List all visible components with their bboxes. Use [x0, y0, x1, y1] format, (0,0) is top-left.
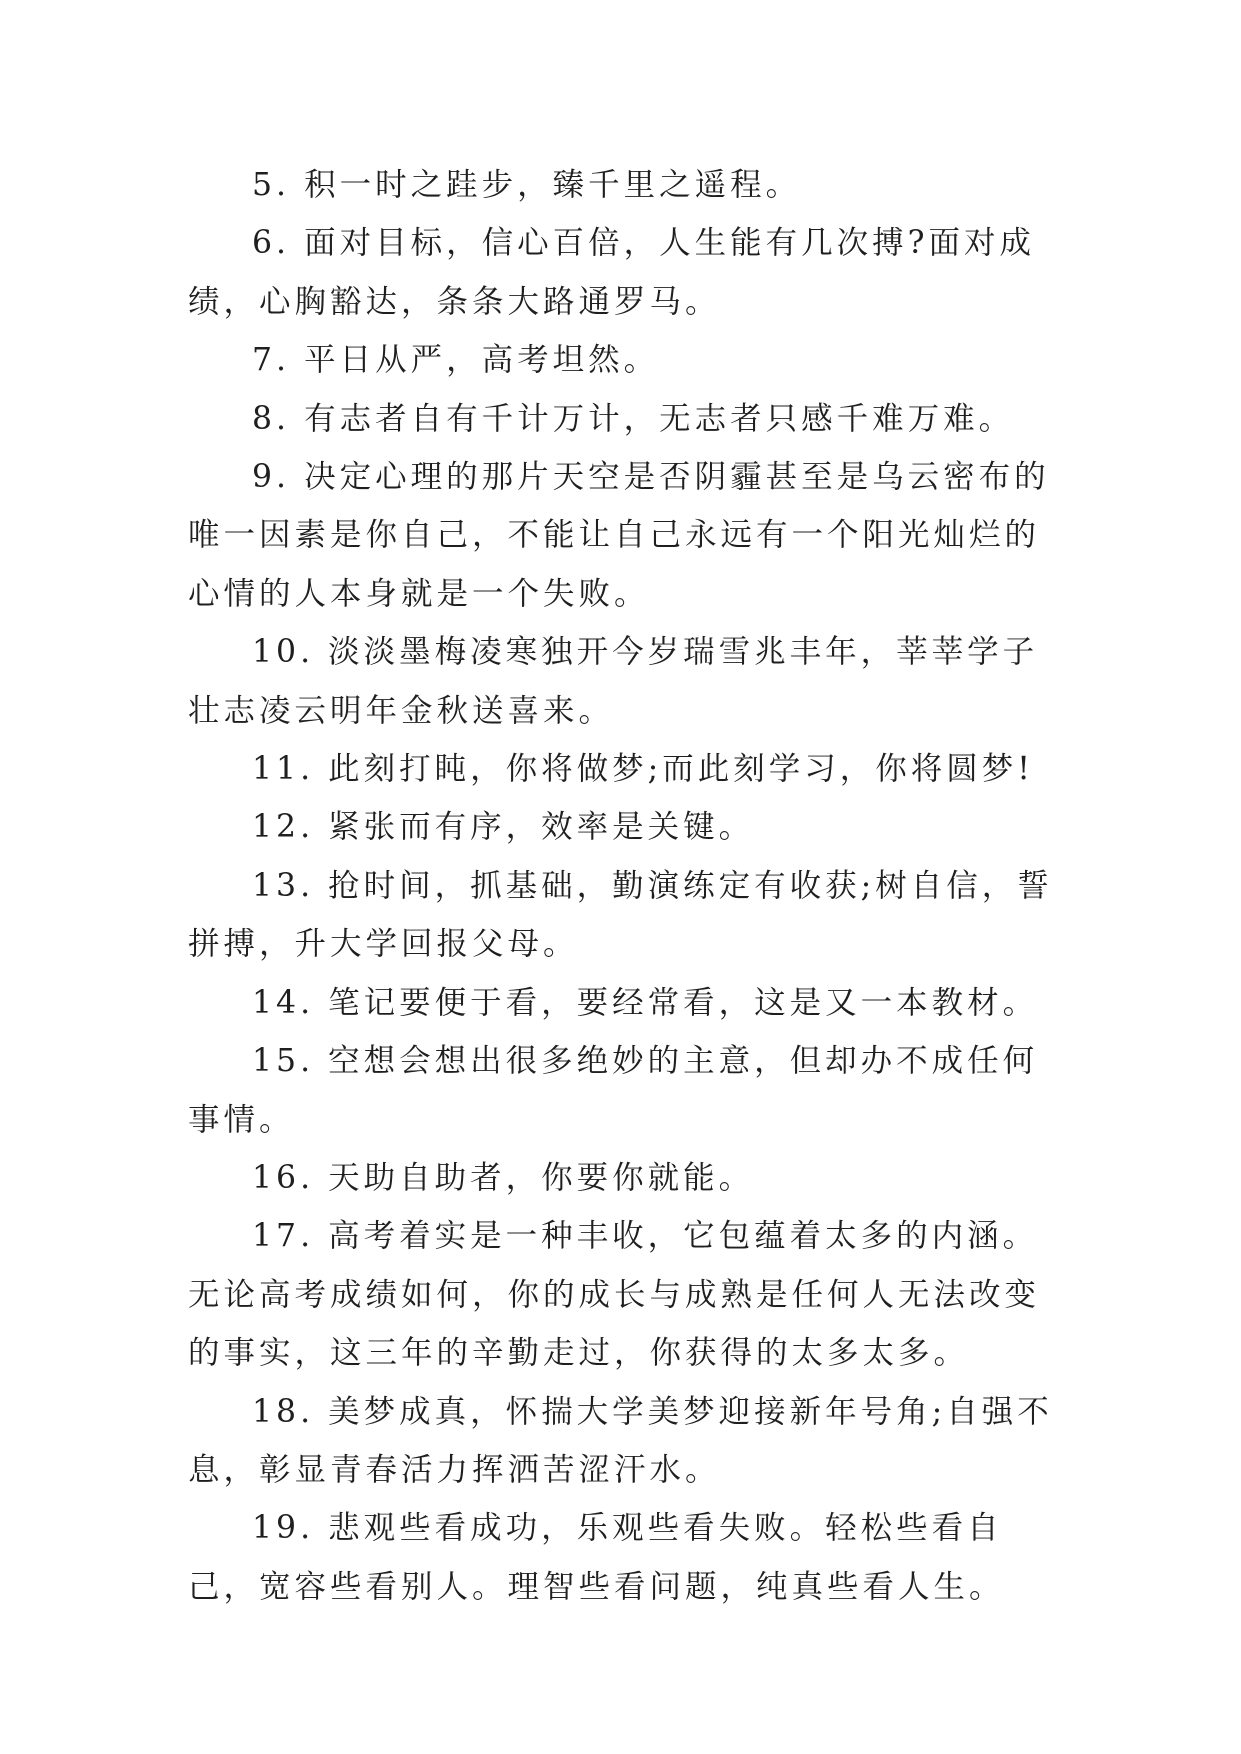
paragraph-8: 8. 有志者自有千计万计，无志者只感千难万难。 — [252, 400, 1015, 437]
paragraph-11: 11. 此刻打盹，你将做梦;而此刻学习，你将圆梦! — [252, 751, 1034, 788]
paragraph-14: 14. 笔记要便于看，要经常看，这是又一本教材。 — [252, 984, 1039, 1021]
paragraph-6: 6. 面对目标，信心百倍，人生能有几次搏?面对成绩，心胸豁达，条条大路通罗马。 — [188, 225, 1035, 320]
paragraph-18: 18. 美梦成真，怀揣大学美梦迎接新年号角;自强不息，彰显青春活力挥洒苦涩汗水。 — [188, 1393, 1053, 1488]
paragraph-12: 12. 紧张而有序，效率是关键。 — [252, 809, 755, 846]
paragraph-15: 15. 空想会想出很多绝妙的主意，但却办不成任何事情。 — [188, 1043, 1039, 1138]
document-body — [188, 156, 1068, 1616]
paragraph-10: 10. 淡淡墨梅凌寒独开今岁瑞雪兆丰年，莘莘学子壮志凌云明年金秋送喜来。 — [188, 634, 1039, 729]
paragraph-9: 9. 决定心理的那片天空是否阴霾甚至是乌云密布的唯一因素是你自己，不能让自己永远有一个阳光灿烂的心情的人本身就是一个失败。 — [188, 459, 1050, 612]
paragraph-19: 19. 悲观些看成功，乐观些看失败。轻松些看自己，宽容些看别人。理智些看问题，纯真些看人生。 — [188, 1510, 1005, 1605]
paragraph-17: 17. 高考着实是一种丰收，它包蕴着太多的内涵。无论高考成绩如何，你的成长与成熟是任何人无法改变的事实，这三年的辛勤走过，你获得的太多太多。 — [188, 1218, 1041, 1372]
paragraph-13: 13. 抢时间，抓基础，勤演练定有收获;树自信，誓拼搏，升大学回报父母。 — [188, 867, 1053, 963]
paragraph-7: 7. 平日从严，高考坦然。 — [252, 342, 660, 379]
paragraph-5: 5. 积一时之跬步，臻千里之遥程。 — [252, 167, 802, 203]
paragraph-16: 16. 天助自助者，你要你就能。 — [252, 1159, 755, 1196]
